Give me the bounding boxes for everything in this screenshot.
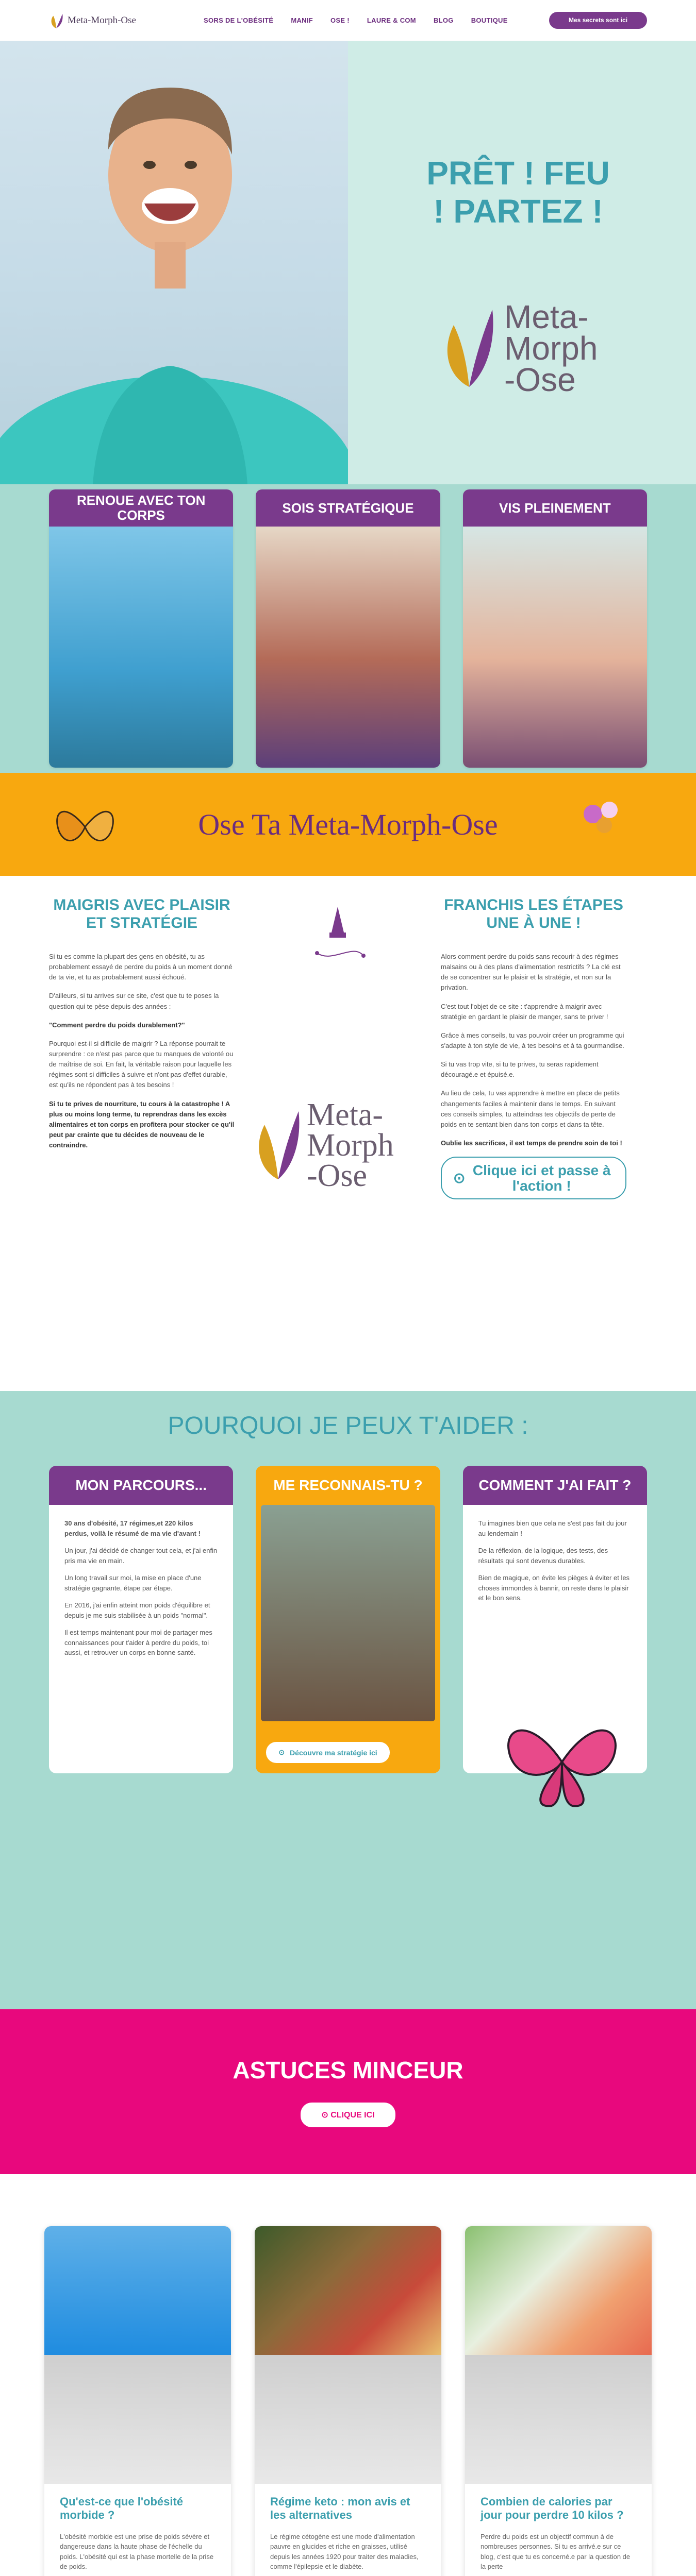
pourquoi-title: POURQUOI JE PEUX T'AIDER : xyxy=(168,1412,528,1439)
blog-card[interactable] xyxy=(465,2226,652,2576)
hero-right-panel xyxy=(348,41,696,484)
logo-text: Meta-Morph-Ose xyxy=(68,14,136,26)
site-header xyxy=(0,0,696,41)
banner-text: Ose Ta Meta-Morph-Ose xyxy=(198,807,498,841)
parcours-p5: Il est temps maintenant pour moi de partager mes connaissances pour t'aider à perdre du poids, toi aussi, et retrouver un corps en bonne santé. xyxy=(64,1629,212,1656)
astuces-section xyxy=(0,2009,696,2174)
nav-item-sors[interactable]: SORS DE L'OBÉSITÉ xyxy=(204,16,274,24)
maigris-right-column xyxy=(441,896,626,1386)
hero-card-image xyxy=(49,527,233,768)
parcours-card xyxy=(49,1466,233,1773)
nav-item-blog[interactable]: BLOG xyxy=(433,16,454,24)
parcours-p2: Un jour, j'ai décidé de changer tout cela, et j'ai enfin pris ma vie en main. xyxy=(64,1547,218,1565)
pourquoi-section xyxy=(0,1391,696,2009)
maigris-mid-column xyxy=(235,896,441,1386)
hero-cards xyxy=(49,489,647,768)
parcours-p4: En 2016, j'ai enfin atteint mon poids d'équilibre et depuis je me suis stabilisée à un poids "normal". xyxy=(64,1601,210,1619)
butterfly-icon xyxy=(250,1107,302,1184)
blog-card-title[interactable]: Régime keto : mon avis et les alternatives xyxy=(270,2495,410,2522)
blog-card-title[interactable]: Combien de calories par jour pour perdre 10 kilos ? xyxy=(480,2495,624,2522)
blog-card-excerpt: L'obésité morbide est une prise de poids sévère et dangereuse dans la haute phase de l'échelle du poids. L'obésité qui est la phase mortelle de la prise de poids. xyxy=(60,2532,214,2571)
nav-item-boutique[interactable]: BOUTIQUE xyxy=(471,16,508,24)
parcours-p3: Un long travail sur moi, la mise en place d'une stratégie gagnante, étape par étape. xyxy=(64,1574,202,1592)
hero-photo xyxy=(0,41,348,484)
blog-card-image xyxy=(465,2226,652,2355)
portrait-photo xyxy=(261,1505,435,1721)
maigris-logo-line-3: -Ose xyxy=(307,1158,368,1193)
astuces-title: ASTUCES MINCEUR xyxy=(233,2057,463,2083)
hero-title: PRÊT ! FEU ! PARTEZ ! xyxy=(426,155,610,230)
nav-item-ose[interactable]: OSE ! xyxy=(330,16,350,24)
nav-item-manif[interactable]: MANIF xyxy=(291,16,313,24)
blog-card[interactable] xyxy=(254,2226,442,2576)
comment-p3: Bien de magique, on évite les pièges à éviter et les choses immondes à bannir, on reste dans le plaisir et le bon sens. xyxy=(478,1574,630,1602)
maigris-right-p5: Au lieu de cela, tu vas apprendre à mettre en place de petits changements faciles à maintenir dans le temps. En suivant ces conseils simples, tu atteindras tes objectifs de perte de poids en te sentant bien dans ton corps et dans ta tête. xyxy=(441,1089,620,1128)
maigris-section xyxy=(0,876,696,1391)
blog-card-excerpt: Perdre du poids est un objectif commun à de nombreuses personnes. Si tu es arrivé.e sur ce blog, c'est que tu es concerné.e par la question de la perte xyxy=(480,2532,631,2571)
reconnais-card-title: ME RECONNAIS-TU ? xyxy=(256,1466,440,1505)
maigris-right-p6: Oublie les sacrifices, il est temps de prendre soin de toi ! xyxy=(441,1139,622,1147)
ose-banner xyxy=(0,773,696,876)
maigris-logo-line-2: Morph xyxy=(307,1127,394,1163)
decouvre-strategie-label: Découvre ma stratégie ici xyxy=(290,1748,377,1757)
maigris-left-p3: Pourquoi est-il si difficile de maigrir ? La réponse pourrait te surprendre : ce n'est pas parce que tu manques de volonté ou de maîtrise de soi. En fait, la véritable raison pour laquelle les régimes sont si difficiles à suivre et n'ont pas d'effet durable, est qu'ils ne répondent pas à tes besoins ! xyxy=(49,1039,234,1089)
cursor-icon: ⊙ xyxy=(453,1170,466,1186)
hero-logo-line-3: -Ose xyxy=(504,361,576,398)
maigris-right-p1: Alors comment perdre du poids sans recourir à des régimes malsains ou à des plans d'alimentation restrictifs ? La clé est de se concentrer sur le plaisir et la stratégie, et non sur la privation. xyxy=(441,953,621,992)
pink-butterfly-icon xyxy=(495,1710,629,1814)
comment-p1: Tu imagines bien que cela ne s'est pas fait du jour au lendemain ! xyxy=(478,1519,627,1537)
blog-card-image xyxy=(44,2226,231,2355)
chess-strategy-icon xyxy=(286,902,389,974)
maigris-right-p3: Grâce à mes conseils, tu vas pouvoir créer un programme qui s'adapte à ton style de vie, à tes besoins et à ta gourmandise. xyxy=(441,1031,624,1049)
maigris-right-p4: Si tu vas trop vite, si tu te prives, tu seras rapidement découragé.e et épuisé.e. xyxy=(441,1060,599,1079)
site-logo[interactable] xyxy=(49,12,178,29)
butterfly-icon xyxy=(438,304,495,392)
parcours-card-title: MON PARCOURS... xyxy=(49,1466,233,1505)
comment-p2: De la réflexion, de la logique, des tests, des résultats qui sont devenus durables. xyxy=(478,1547,608,1565)
hero-card-image xyxy=(256,527,440,768)
maigris-logo-line-1: Meta- xyxy=(307,1097,384,1132)
hero-brand-logo xyxy=(438,298,598,398)
maigris-left-p1: Si tu es comme la plupart des gens en obésité, tu as probablement essayé de perdre du poids à un moment donné de ta vie, et tu as probablement aussi échoué. xyxy=(49,953,233,981)
hero-card-corps[interactable] xyxy=(49,489,233,768)
astuces-button[interactable]: ⊙ CLIQUE ICI xyxy=(301,2103,395,2127)
main-nav xyxy=(204,16,549,24)
maigris-left-title: MAIGRIS AVEC PLAISIR ET STRATÉGIE xyxy=(53,896,230,931)
maigris-left-question: "Comment perdre du poids durablement?" xyxy=(49,1021,185,1029)
blog-card[interactable] xyxy=(44,2226,231,2576)
maigris-brand-logo xyxy=(250,1097,394,1193)
action-cta-button[interactable] xyxy=(441,1157,626,1199)
astuces-button-label: CLIQUE ICI xyxy=(330,2111,375,2120)
blog-card-image xyxy=(255,2226,441,2355)
nav-item-laure[interactable]: LAURE & COM xyxy=(367,16,416,24)
action-cta-label: Clique ici et passe à l'action ! xyxy=(472,1162,611,1194)
comment-card-title: COMMENT J'AI FAIT ? xyxy=(463,1466,647,1505)
hero-card-title: VIS PLEINEMENT xyxy=(463,489,647,527)
hero-card-title: RENOUE AVEC TON CORPS xyxy=(49,489,233,527)
cursor-icon: ⊙ xyxy=(278,1748,285,1756)
hero-card-vis[interactable] xyxy=(463,489,647,768)
parcours-p1: 30 ans d'obésité, 17 régimes,et 220 kilos perdus, voilà le résumé de ma vie d'avant ! xyxy=(64,1519,201,1537)
maigris-left-p4: Si tu te prives de nourriture, tu cours à la catastrophe ! A plus ou moins long terme, tu reprendras dans les excès alimentaires et ton corps en profitera pour stocker ce qu'il peut par crainte que tu décides de nouveau de le contraindre. xyxy=(49,1099,235,1149)
hero-card-title: SOIS STRATÉGIQUE xyxy=(256,489,440,527)
butterfly-logo-icon xyxy=(49,12,63,29)
hero-card-image xyxy=(463,527,647,768)
maigris-right-p2: C'est tout l'objet de ce site : t'apprendre à maigrir avec stratégie en gardant le plaisir de manger, sans te priver ! xyxy=(441,1002,608,1021)
maigris-left-p2: D'ailleurs, si tu arrives sur ce site, c'est que tu te poses la question qui te pèse depuis des années : xyxy=(49,992,219,1010)
butterfly-icon xyxy=(49,791,121,858)
hero-logo-line-1: Meta- xyxy=(504,298,589,335)
hero-section xyxy=(0,41,696,484)
blog-card-title[interactable]: Qu'est-ce que l'obésité morbide ? xyxy=(60,2495,184,2522)
hero-logo-line-2: Morph xyxy=(504,329,598,367)
maigris-left-column xyxy=(49,896,235,1386)
blog-card-excerpt: Le régime cétogène est une mode d'alimentation pauvre en glucides et riche en graisses, utilisé depuis les années 1920 pour traiter des maladies, comme l'épilepsie et le diabète. xyxy=(270,2532,419,2571)
maigris-right-title: FRANCHIS LES ÉTAPES UNE À UNE ! xyxy=(444,896,623,931)
reconnais-card xyxy=(256,1466,440,1773)
hero-card-strategique[interactable] xyxy=(256,489,440,768)
blog-section xyxy=(0,2174,696,2576)
decouvre-strategie-button[interactable] xyxy=(266,1742,389,1763)
balloons-icon xyxy=(572,793,634,855)
header-cta-button[interactable]: Mes secrets sont ici xyxy=(549,12,647,29)
hero-woman-illustration xyxy=(0,41,348,484)
